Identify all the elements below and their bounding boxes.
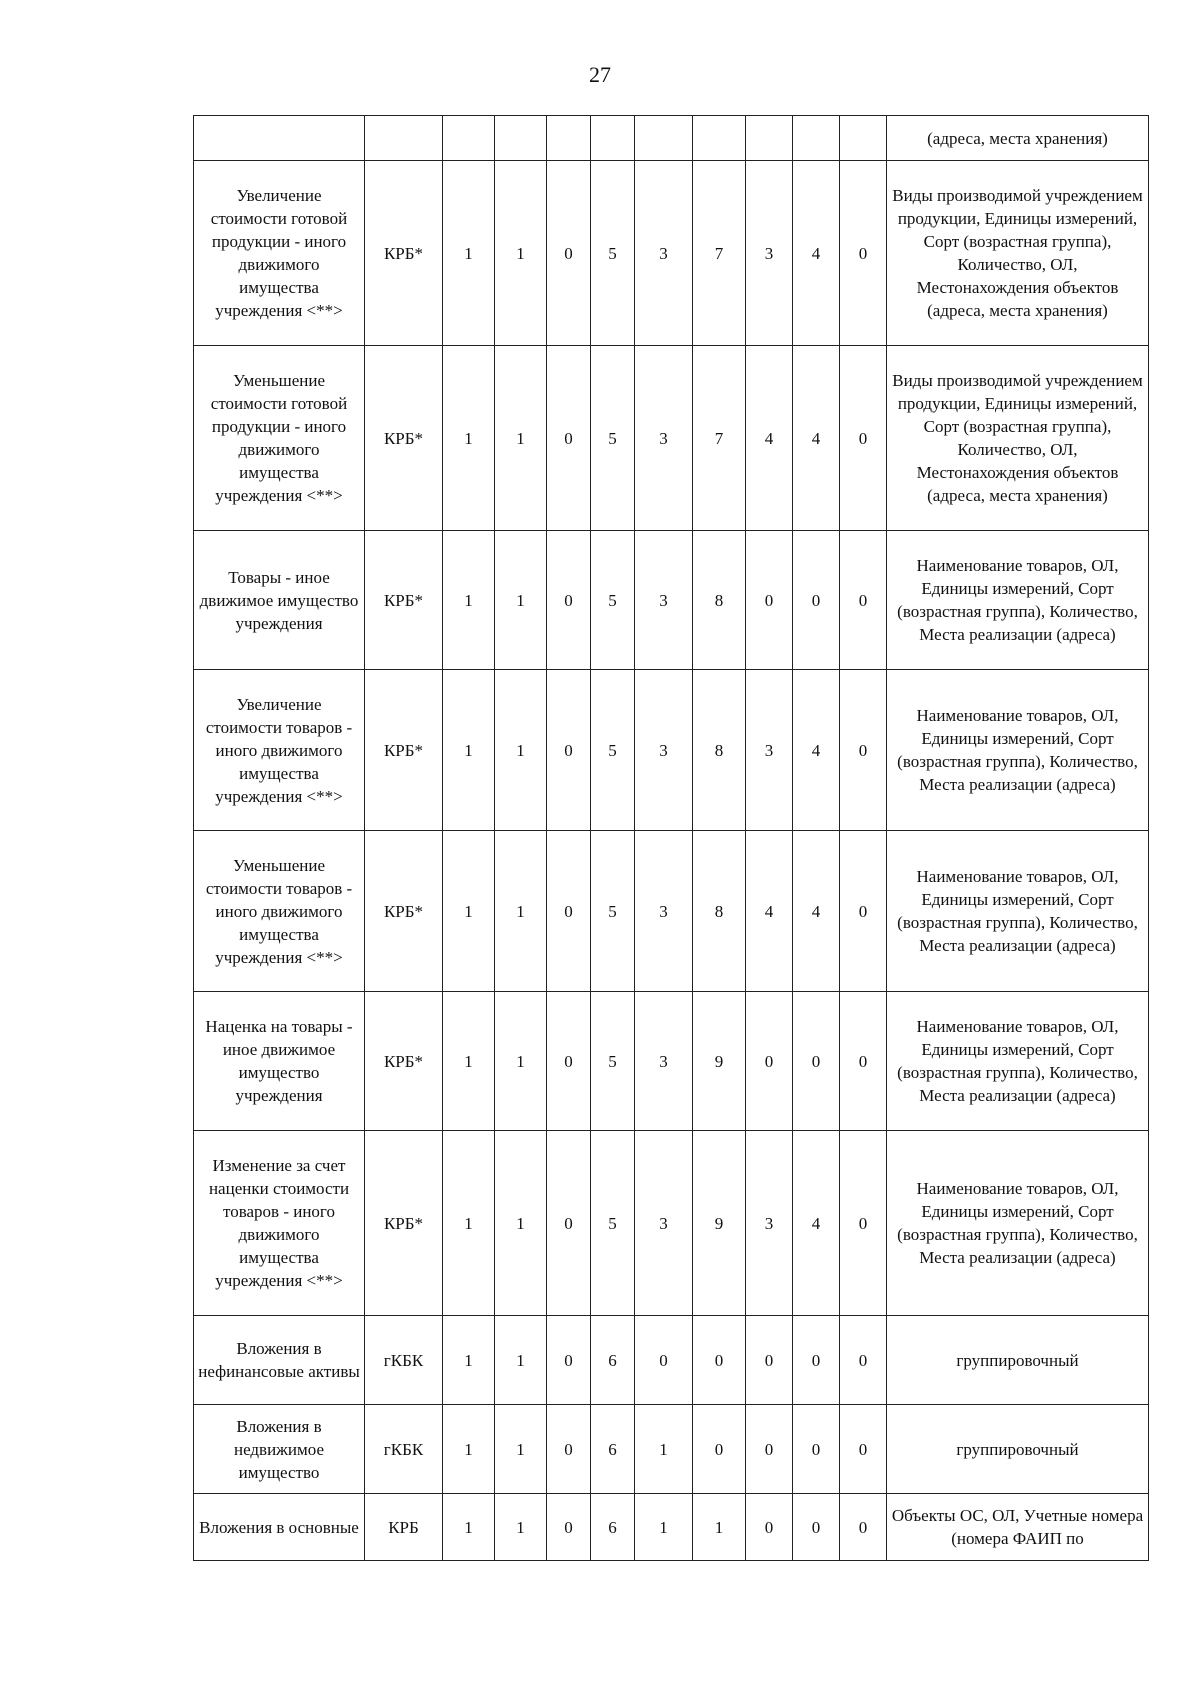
digit-cell: 1 [443, 992, 495, 1131]
digit-cell: 4 [793, 1131, 840, 1316]
account-name-cell: Уменьшение стоимости готовой продукции - иного движимого имущества учреждения <**> [194, 346, 365, 531]
digit-cell: 5 [591, 1131, 635, 1316]
analytics-cell: Объекты ОС, ОЛ, Учетные номера (номера ФАИП по [887, 1494, 1149, 1561]
digit-cell: 1 [495, 531, 547, 670]
digit-cell: 3 [635, 346, 693, 531]
digit-cell: 4 [793, 161, 840, 346]
digit-cell: 1 [495, 670, 547, 831]
digit-cell: 7 [693, 161, 746, 346]
digit-cell [840, 116, 887, 161]
digit-cell: 6 [591, 1494, 635, 1561]
digit-cell: 0 [793, 1316, 840, 1405]
digit-cell: 8 [693, 670, 746, 831]
digit-cell: 0 [547, 161, 591, 346]
digit-cell [495, 116, 547, 161]
table-row [194, 1405, 1149, 1494]
digit-cell: 8 [693, 531, 746, 670]
digit-cell: 0 [840, 992, 887, 1131]
digit-cell: 0 [746, 992, 793, 1131]
digit-cell [793, 116, 840, 161]
digit-cell: 7 [693, 346, 746, 531]
digit-cell: 0 [547, 1405, 591, 1494]
table-row [194, 346, 1149, 531]
table-row [194, 831, 1149, 992]
table-row [194, 670, 1149, 831]
digit-cell: 1 [495, 1316, 547, 1405]
analytics-cell: Наименование товаров, ОЛ, Единицы измерений, Сорт (возрастная группа), Количество, Места реализации (адреса) [887, 992, 1149, 1131]
code-type-cell: КРБ* [365, 346, 443, 531]
digit-cell: 5 [591, 531, 635, 670]
account-name-cell: Наценка на товары - иное движимое имущество учреждения [194, 992, 365, 1131]
digit-cell: 3 [635, 161, 693, 346]
digit-cell: 0 [793, 531, 840, 670]
code-type-cell [365, 116, 443, 161]
digit-cell [693, 116, 746, 161]
digit-cell [635, 116, 693, 161]
account-name-cell: Вложения в недвижимое имущество [194, 1405, 365, 1494]
digit-cell: 4 [793, 670, 840, 831]
digit-cell: 0 [547, 1131, 591, 1316]
table-row [194, 116, 1149, 161]
digit-cell: 3 [746, 1131, 793, 1316]
digit-cell: 1 [443, 346, 495, 531]
table-row [194, 1131, 1149, 1316]
digit-cell: 0 [840, 1316, 887, 1405]
digit-cell: 9 [693, 992, 746, 1131]
table-row [194, 1494, 1149, 1561]
digit-cell [591, 116, 635, 161]
digit-cell [443, 116, 495, 161]
digit-cell: 0 [793, 992, 840, 1131]
code-type-cell: гКБК [365, 1316, 443, 1405]
digit-cell: 3 [635, 670, 693, 831]
accounts-table [193, 115, 1149, 1561]
digit-cell: 9 [693, 1131, 746, 1316]
account-name-cell: Вложения в основные [194, 1494, 365, 1561]
digit-cell: 5 [591, 161, 635, 346]
digit-cell: 0 [547, 1494, 591, 1561]
digit-cell [547, 116, 591, 161]
digit-cell: 5 [591, 670, 635, 831]
account-name-cell: Вложения в нефинансовые активы [194, 1316, 365, 1405]
digit-cell: 1 [495, 1405, 547, 1494]
digit-cell: 1 [443, 1405, 495, 1494]
digit-cell: 0 [746, 1316, 793, 1405]
code-type-cell: КРБ* [365, 161, 443, 346]
account-name-cell: Уменьшение стоимости товаров - иного движимого имущества учреждения <**> [194, 831, 365, 992]
digit-cell [746, 116, 793, 161]
digit-cell: 8 [693, 831, 746, 992]
digit-cell: 1 [635, 1405, 693, 1494]
code-type-cell: КРБ* [365, 531, 443, 670]
digit-cell: 4 [793, 831, 840, 992]
digit-cell: 0 [793, 1405, 840, 1494]
analytics-cell: Наименование товаров, ОЛ, Единицы измерений, Сорт (возрастная группа), Количество, Места реализации (адреса) [887, 831, 1149, 992]
digit-cell: 3 [746, 670, 793, 831]
digit-cell: 5 [591, 831, 635, 992]
digit-cell: 0 [840, 670, 887, 831]
digit-cell: 1 [495, 1494, 547, 1561]
code-type-cell: КРБ [365, 1494, 443, 1561]
digit-cell: 6 [591, 1405, 635, 1494]
digit-cell: 1 [443, 1494, 495, 1561]
code-type-cell: КРБ* [365, 670, 443, 831]
table-row [194, 992, 1149, 1131]
digit-cell: 1 [495, 992, 547, 1131]
account-name-cell: Увеличение стоимости товаров - иного движимого имущества учреждения <**> [194, 670, 365, 831]
digit-cell: 0 [840, 1405, 887, 1494]
digit-cell: 3 [635, 992, 693, 1131]
digit-cell: 0 [840, 1131, 887, 1316]
digit-cell: 0 [693, 1316, 746, 1405]
digit-cell: 1 [443, 1316, 495, 1405]
table-row [194, 161, 1149, 346]
analytics-cell: Виды производимой учреждением продукции, Единицы измерений, Сорт (возрастная группа), Количество, ОЛ, Местонахождения объектов (адреса, места хранения) [887, 161, 1149, 346]
analytics-cell: Наименование товаров, ОЛ, Единицы измерений, Сорт (возрастная группа), Количество, Места реализации (адреса) [887, 670, 1149, 831]
digit-cell: 0 [547, 1316, 591, 1405]
account-name-cell: Изменение за счет наценки стоимости товаров - иного движимого имущества учреждения <**> [194, 1131, 365, 1316]
table-row [194, 1316, 1149, 1405]
analytics-cell: группировочный [887, 1405, 1149, 1494]
digit-cell: 0 [840, 1494, 887, 1561]
digit-cell: 1 [693, 1494, 746, 1561]
analytics-cell: Наименование товаров, ОЛ, Единицы измерений, Сорт (возрастная группа), Количество, Места реализации (адреса) [887, 1131, 1149, 1316]
analytics-cell: (адреса, места хранения) [887, 116, 1149, 161]
digit-cell: 1 [495, 831, 547, 992]
digit-cell: 1 [443, 1131, 495, 1316]
code-type-cell: КРБ* [365, 1131, 443, 1316]
account-name-cell [194, 116, 365, 161]
account-name-cell: Товары - иное движимое имущество учреждения [194, 531, 365, 670]
digit-cell: 1 [443, 161, 495, 346]
table-row [194, 531, 1149, 670]
digit-cell: 1 [443, 531, 495, 670]
analytics-cell: Виды производимой учреждением продукции, Единицы измерений, Сорт (возрастная группа), Количество, ОЛ, Местонахождения объектов (адреса, места хранения) [887, 346, 1149, 531]
digit-cell: 0 [840, 161, 887, 346]
digit-cell: 0 [840, 531, 887, 670]
digit-cell: 3 [635, 531, 693, 670]
digit-cell: 1 [495, 161, 547, 346]
page-number: 27 [589, 62, 611, 87]
code-type-cell: гКБК [365, 1405, 443, 1494]
digit-cell: 0 [635, 1316, 693, 1405]
digit-cell: 3 [746, 161, 793, 346]
analytics-cell: группировочный [887, 1316, 1149, 1405]
digit-cell: 4 [746, 346, 793, 531]
digit-cell: 1 [635, 1494, 693, 1561]
digit-cell: 1 [443, 831, 495, 992]
analytics-cell: Наименование товаров, ОЛ, Единицы измерений, Сорт (возрастная группа), Количество, Места реализации (адреса) [887, 531, 1149, 670]
digit-cell: 1 [495, 1131, 547, 1316]
digit-cell: 5 [591, 992, 635, 1131]
digit-cell: 0 [547, 346, 591, 531]
digit-cell: 6 [591, 1316, 635, 1405]
digit-cell: 0 [547, 831, 591, 992]
digit-cell: 3 [635, 831, 693, 992]
digit-cell: 5 [591, 346, 635, 531]
code-type-cell: КРБ* [365, 992, 443, 1131]
digit-cell: 3 [635, 1131, 693, 1316]
digit-cell: 4 [746, 831, 793, 992]
digit-cell: 1 [443, 670, 495, 831]
digit-cell: 0 [547, 992, 591, 1131]
digit-cell: 0 [746, 1494, 793, 1561]
code-type-cell: КРБ* [365, 831, 443, 992]
digit-cell: 0 [547, 531, 591, 670]
digit-cell: 0 [840, 346, 887, 531]
digit-cell: 1 [495, 346, 547, 531]
digit-cell: 0 [840, 831, 887, 992]
digit-cell: 0 [746, 1405, 793, 1494]
digit-cell: 0 [547, 670, 591, 831]
account-name-cell: Увеличение стоимости готовой продукции - иного движимого имущества учреждения <**> [194, 161, 365, 346]
digit-cell: 0 [693, 1405, 746, 1494]
digit-cell: 4 [793, 346, 840, 531]
digit-cell: 0 [746, 531, 793, 670]
digit-cell: 0 [793, 1494, 840, 1561]
